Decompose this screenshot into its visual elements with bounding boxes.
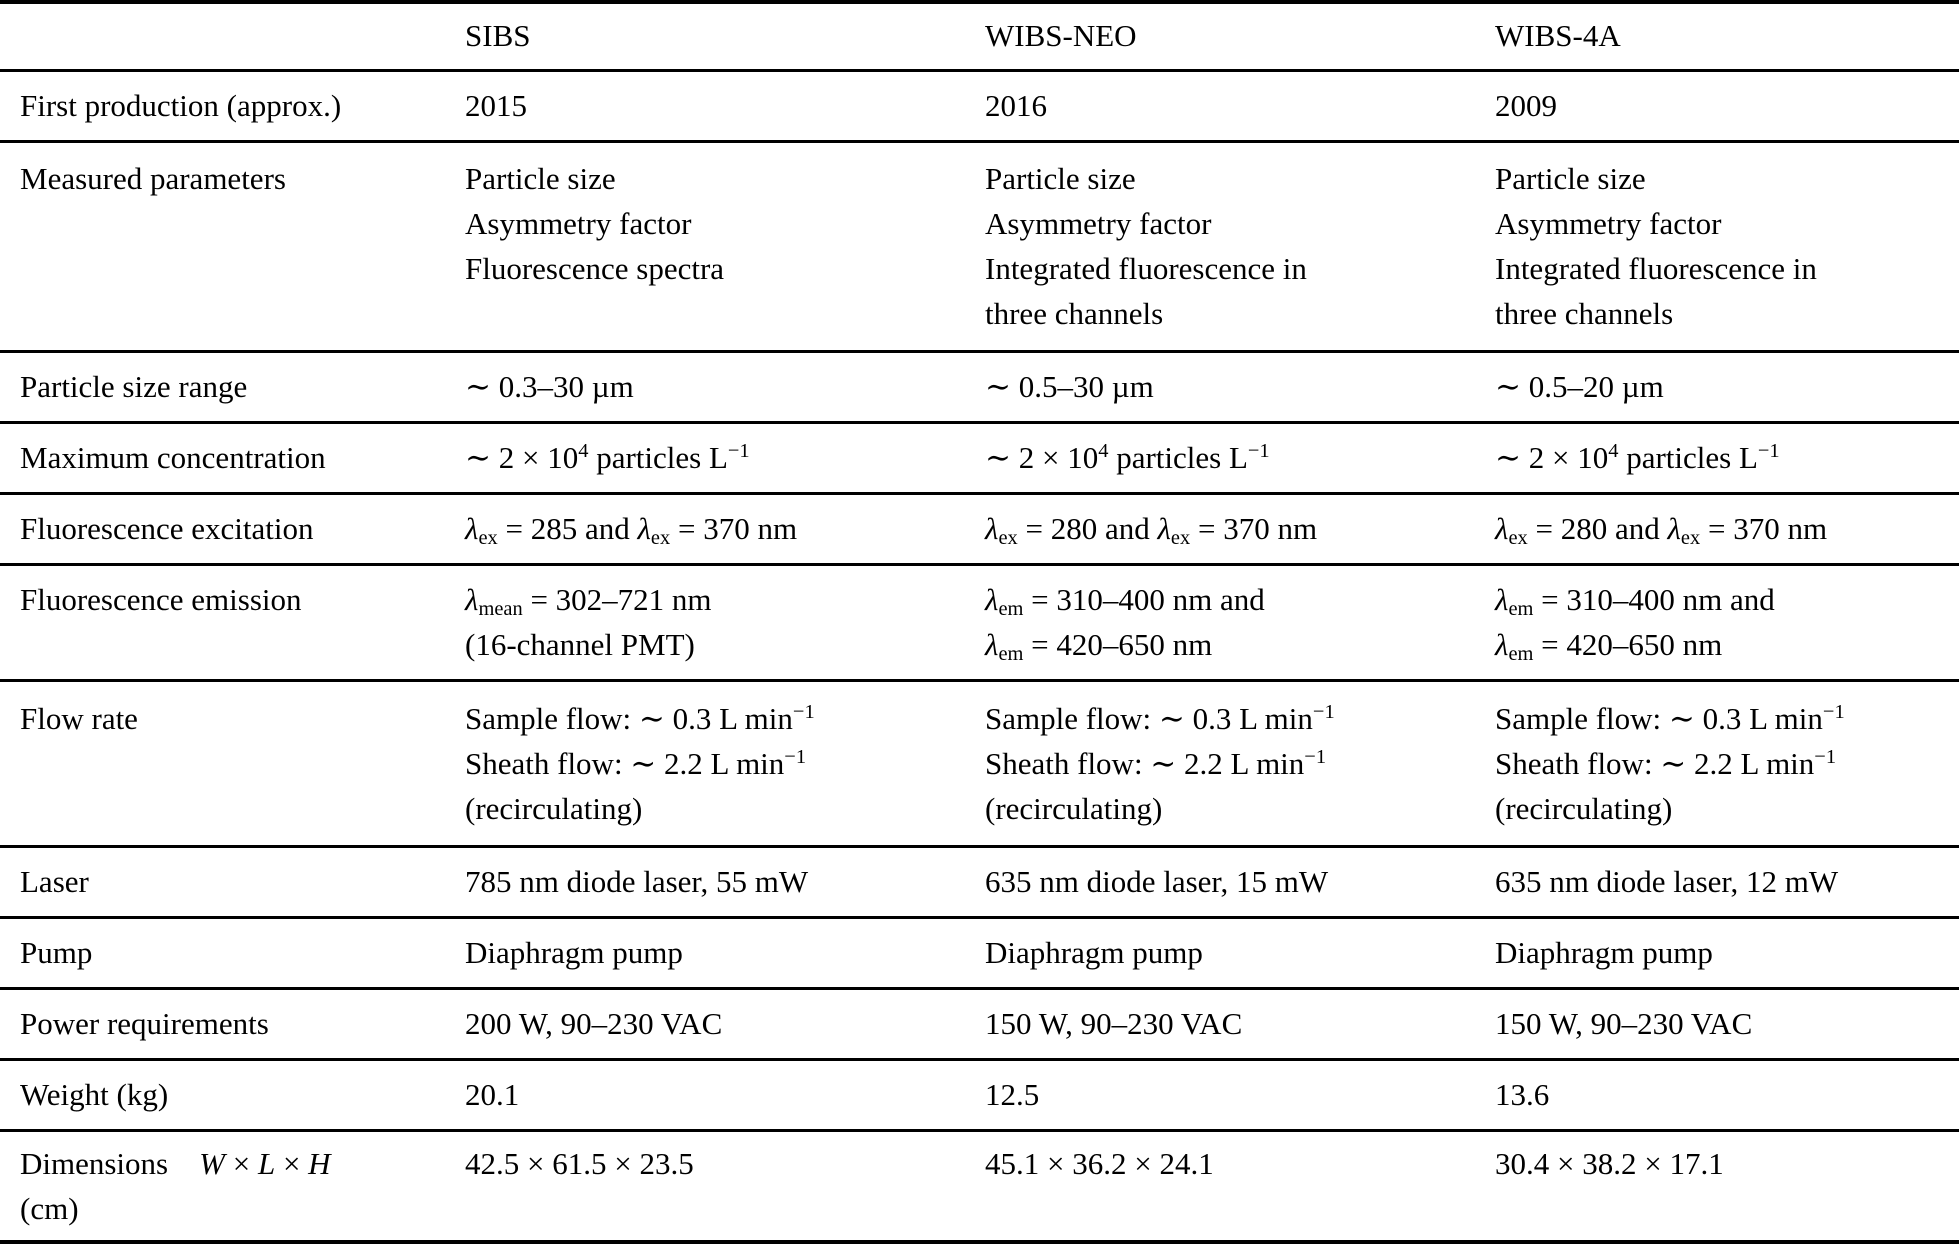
cell-line: 785 nm diode laser, 55 mW: [465, 864, 809, 899]
cell-line: Laser: [20, 864, 89, 899]
cell-line: Asymmetry factor: [985, 206, 1212, 241]
cell-line: 20.1: [465, 1077, 520, 1112]
cell-line: 635 nm diode laser, 15 mW: [985, 864, 1329, 899]
cell: [985, 71, 1495, 142]
cell-line: Sample flow: ∼ 0.3 L $\min^{-1}$: [465, 700, 815, 736]
cell: [1495, 142, 1959, 352]
cell-line: 200 W, 90–230 VAC: [465, 1006, 723, 1041]
cell-line: Weight (kg): [20, 1077, 169, 1112]
row-label: [0, 71, 465, 142]
cell: [985, 681, 1495, 847]
cell-line: Pump: [20, 935, 93, 970]
cell-line: Flow rate: [20, 701, 138, 736]
cell: [1495, 494, 1959, 565]
cell: [465, 142, 985, 352]
cell-line: Maximum concentration: [20, 440, 326, 475]
table-row: [0, 681, 1959, 847]
cell-line: 635 nm diode laser, 12 mW: [1495, 864, 1839, 899]
cell: [1495, 989, 1959, 1060]
cell: [1495, 847, 1959, 918]
table-row: [0, 494, 1959, 565]
column-header-empty: [0, 2, 465, 71]
row-label: [0, 847, 465, 918]
cell-line: $\lambda_{em} = 310-400$ nm and: [985, 582, 1265, 620]
cell: [985, 918, 1495, 989]
table-header-row: [0, 2, 1959, 71]
cell-line: (16-channel PMT): [465, 627, 695, 662]
cell-line: Integrated fluorescence in: [985, 251, 1307, 286]
cell-line: 2015: [465, 88, 527, 123]
cell-line: Power requirements: [20, 1006, 269, 1041]
table-row: [0, 1131, 1959, 1243]
cell-line: Asymmetry factor: [1495, 206, 1722, 241]
cell-line: 13.6: [1495, 1077, 1550, 1112]
cell-line: Fluorescence excitation: [20, 511, 314, 546]
table-row: [0, 918, 1959, 989]
cell: [465, 1060, 985, 1131]
cell-line: three channels: [1495, 296, 1674, 331]
cell-line: Fluorescence emission: [20, 582, 302, 617]
row-label: [0, 423, 465, 494]
cell-line: Dimensions W × L × H: [20, 1146, 331, 1181]
cell: [985, 565, 1495, 681]
cell-line: Particle size: [985, 161, 1136, 196]
cell-line: $\lambda_{mean} = 302-721$ nm: [465, 582, 712, 620]
table-row: [0, 1060, 1959, 1131]
cell-line: 30.4 × 38.2 × 17.1: [1495, 1146, 1724, 1181]
cell-line: Diaphragm pump: [465, 935, 683, 970]
cell: [985, 352, 1495, 423]
cell: [1495, 1060, 1959, 1131]
column-header-wibs-neo: WIBS-NEO: [985, 18, 1137, 53]
cell-line: Sheath flow: ∼ 2.2 L $\min^{-1}$: [1495, 745, 1837, 781]
row-label: [0, 1131, 465, 1243]
table-row: [0, 565, 1959, 681]
cell-line: Diaphragm pump: [1495, 935, 1713, 970]
cell: [465, 847, 985, 918]
cell-line: 2009: [1495, 88, 1557, 123]
cell-line: $\lambda_{ex} = 280$ and $\lambda_{ex} = 370$ nm: [1495, 511, 1828, 549]
cell: [465, 1131, 985, 1243]
cell-line: 150 W, 90–230 VAC: [1495, 1006, 1753, 1041]
cell-line: (recirculating): [985, 791, 1163, 826]
cell-line: Particle size: [1495, 161, 1646, 196]
cell-line: 12.5: [985, 1077, 1040, 1112]
column-header-wibs-4a: WIBS-4A: [1495, 18, 1621, 53]
cell: [1495, 565, 1959, 681]
cell-line: ∼ 0.5–30 µm: [985, 369, 1154, 404]
table-row: [0, 71, 1959, 142]
cell-line: (cm): [20, 1191, 79, 1226]
row-label: [0, 989, 465, 1060]
cell: [465, 71, 985, 142]
cell: [1495, 681, 1959, 847]
cell-line: ∼ 0.3–30 µm: [465, 369, 634, 404]
cell-line: (recirculating): [1495, 791, 1673, 826]
row-label: [0, 565, 465, 681]
cell-line: ∼ 0.5–20 µm: [1495, 369, 1664, 404]
cell: [985, 1060, 1495, 1131]
row-label: [0, 494, 465, 565]
cell-line: Asymmetry factor: [465, 206, 692, 241]
cell-line: three channels: [985, 296, 1164, 331]
cell-line: Sample flow: ∼ 0.3 L $\min^{-1}$: [1495, 700, 1845, 736]
cell: [985, 423, 1495, 494]
cell-line: 2016: [985, 88, 1047, 123]
row-label: [0, 681, 465, 847]
cell: [1495, 352, 1959, 423]
cell-line: $\lambda_{em} = 310-400$ nm and: [1495, 582, 1775, 620]
cell: [465, 423, 985, 494]
cell-line: 42.5 × 61.5 × 23.5: [465, 1146, 694, 1181]
column-header-sibs: SIBS: [465, 18, 531, 53]
cell: [985, 494, 1495, 565]
table-row: [0, 352, 1959, 423]
cell-line: Measured parameters: [20, 161, 286, 196]
cell: [985, 1131, 1495, 1243]
cell: [985, 989, 1495, 1060]
row-label: [0, 352, 465, 423]
cell-line: Particle size: [465, 161, 616, 196]
cell-line: Particle size range: [20, 369, 248, 404]
cell: [1495, 71, 1959, 142]
row-label: [0, 918, 465, 989]
cell-line: Sample flow: ∼ 0.3 L $\min^{-1}$: [985, 700, 1335, 736]
cell: [465, 918, 985, 989]
cell: [1495, 918, 1959, 989]
table-body: [0, 71, 1959, 1243]
cell-line: $\lambda_{ex} = 285$ and $\lambda_{ex} = 370$ nm: [465, 511, 798, 549]
cell: [465, 989, 985, 1060]
cell: [465, 681, 985, 847]
cell-line: Sheath flow: ∼ 2.2 L $\min^{-1}$: [465, 745, 807, 781]
table-row: [0, 142, 1959, 352]
cell-line: ∼ $2 \times 10^4$ particles $L^{-1}$: [985, 439, 1270, 475]
row-label: [0, 1060, 465, 1131]
cell: [1495, 1131, 1959, 1243]
cell-line: Diaphragm pump: [985, 935, 1203, 970]
cell-line: ∼ $2 \times 10^4$ particles $L^{-1}$: [465, 439, 750, 475]
cell-line: Sheath flow: ∼ 2.2 L $\min^{-1}$: [985, 745, 1327, 781]
cell: [465, 565, 985, 681]
cell-line: $\lambda_{em} = 420-650$ nm: [1495, 627, 1723, 665]
table-row: [0, 989, 1959, 1060]
cell-line: 150 W, 90–230 VAC: [985, 1006, 1243, 1041]
cell-line: ∼ $2 \times 10^4$ particles $L^{-1}$: [1495, 439, 1780, 475]
cell-line: Integrated fluorescence in: [1495, 251, 1817, 286]
cell-line: 45.1 × 36.2 × 24.1: [985, 1146, 1214, 1181]
cell-line: (recirculating): [465, 791, 643, 826]
table-row: [0, 423, 1959, 494]
cell: [1495, 423, 1959, 494]
table-header: [0, 2, 1959, 71]
row-label: [0, 142, 465, 352]
cell-line: $\lambda_{em} = 420-650$ nm: [985, 627, 1213, 665]
cell-line: Fluorescence spectra: [465, 251, 725, 286]
cell-line: First production (approx.): [20, 88, 342, 123]
cell: [985, 142, 1495, 352]
cell: [985, 847, 1495, 918]
cell: [465, 352, 985, 423]
cell: [465, 494, 985, 565]
table-row: [0, 847, 1959, 918]
cell-line: $\lambda_{ex} = 280$ and $\lambda_{ex} = 370$ nm: [985, 511, 1318, 549]
